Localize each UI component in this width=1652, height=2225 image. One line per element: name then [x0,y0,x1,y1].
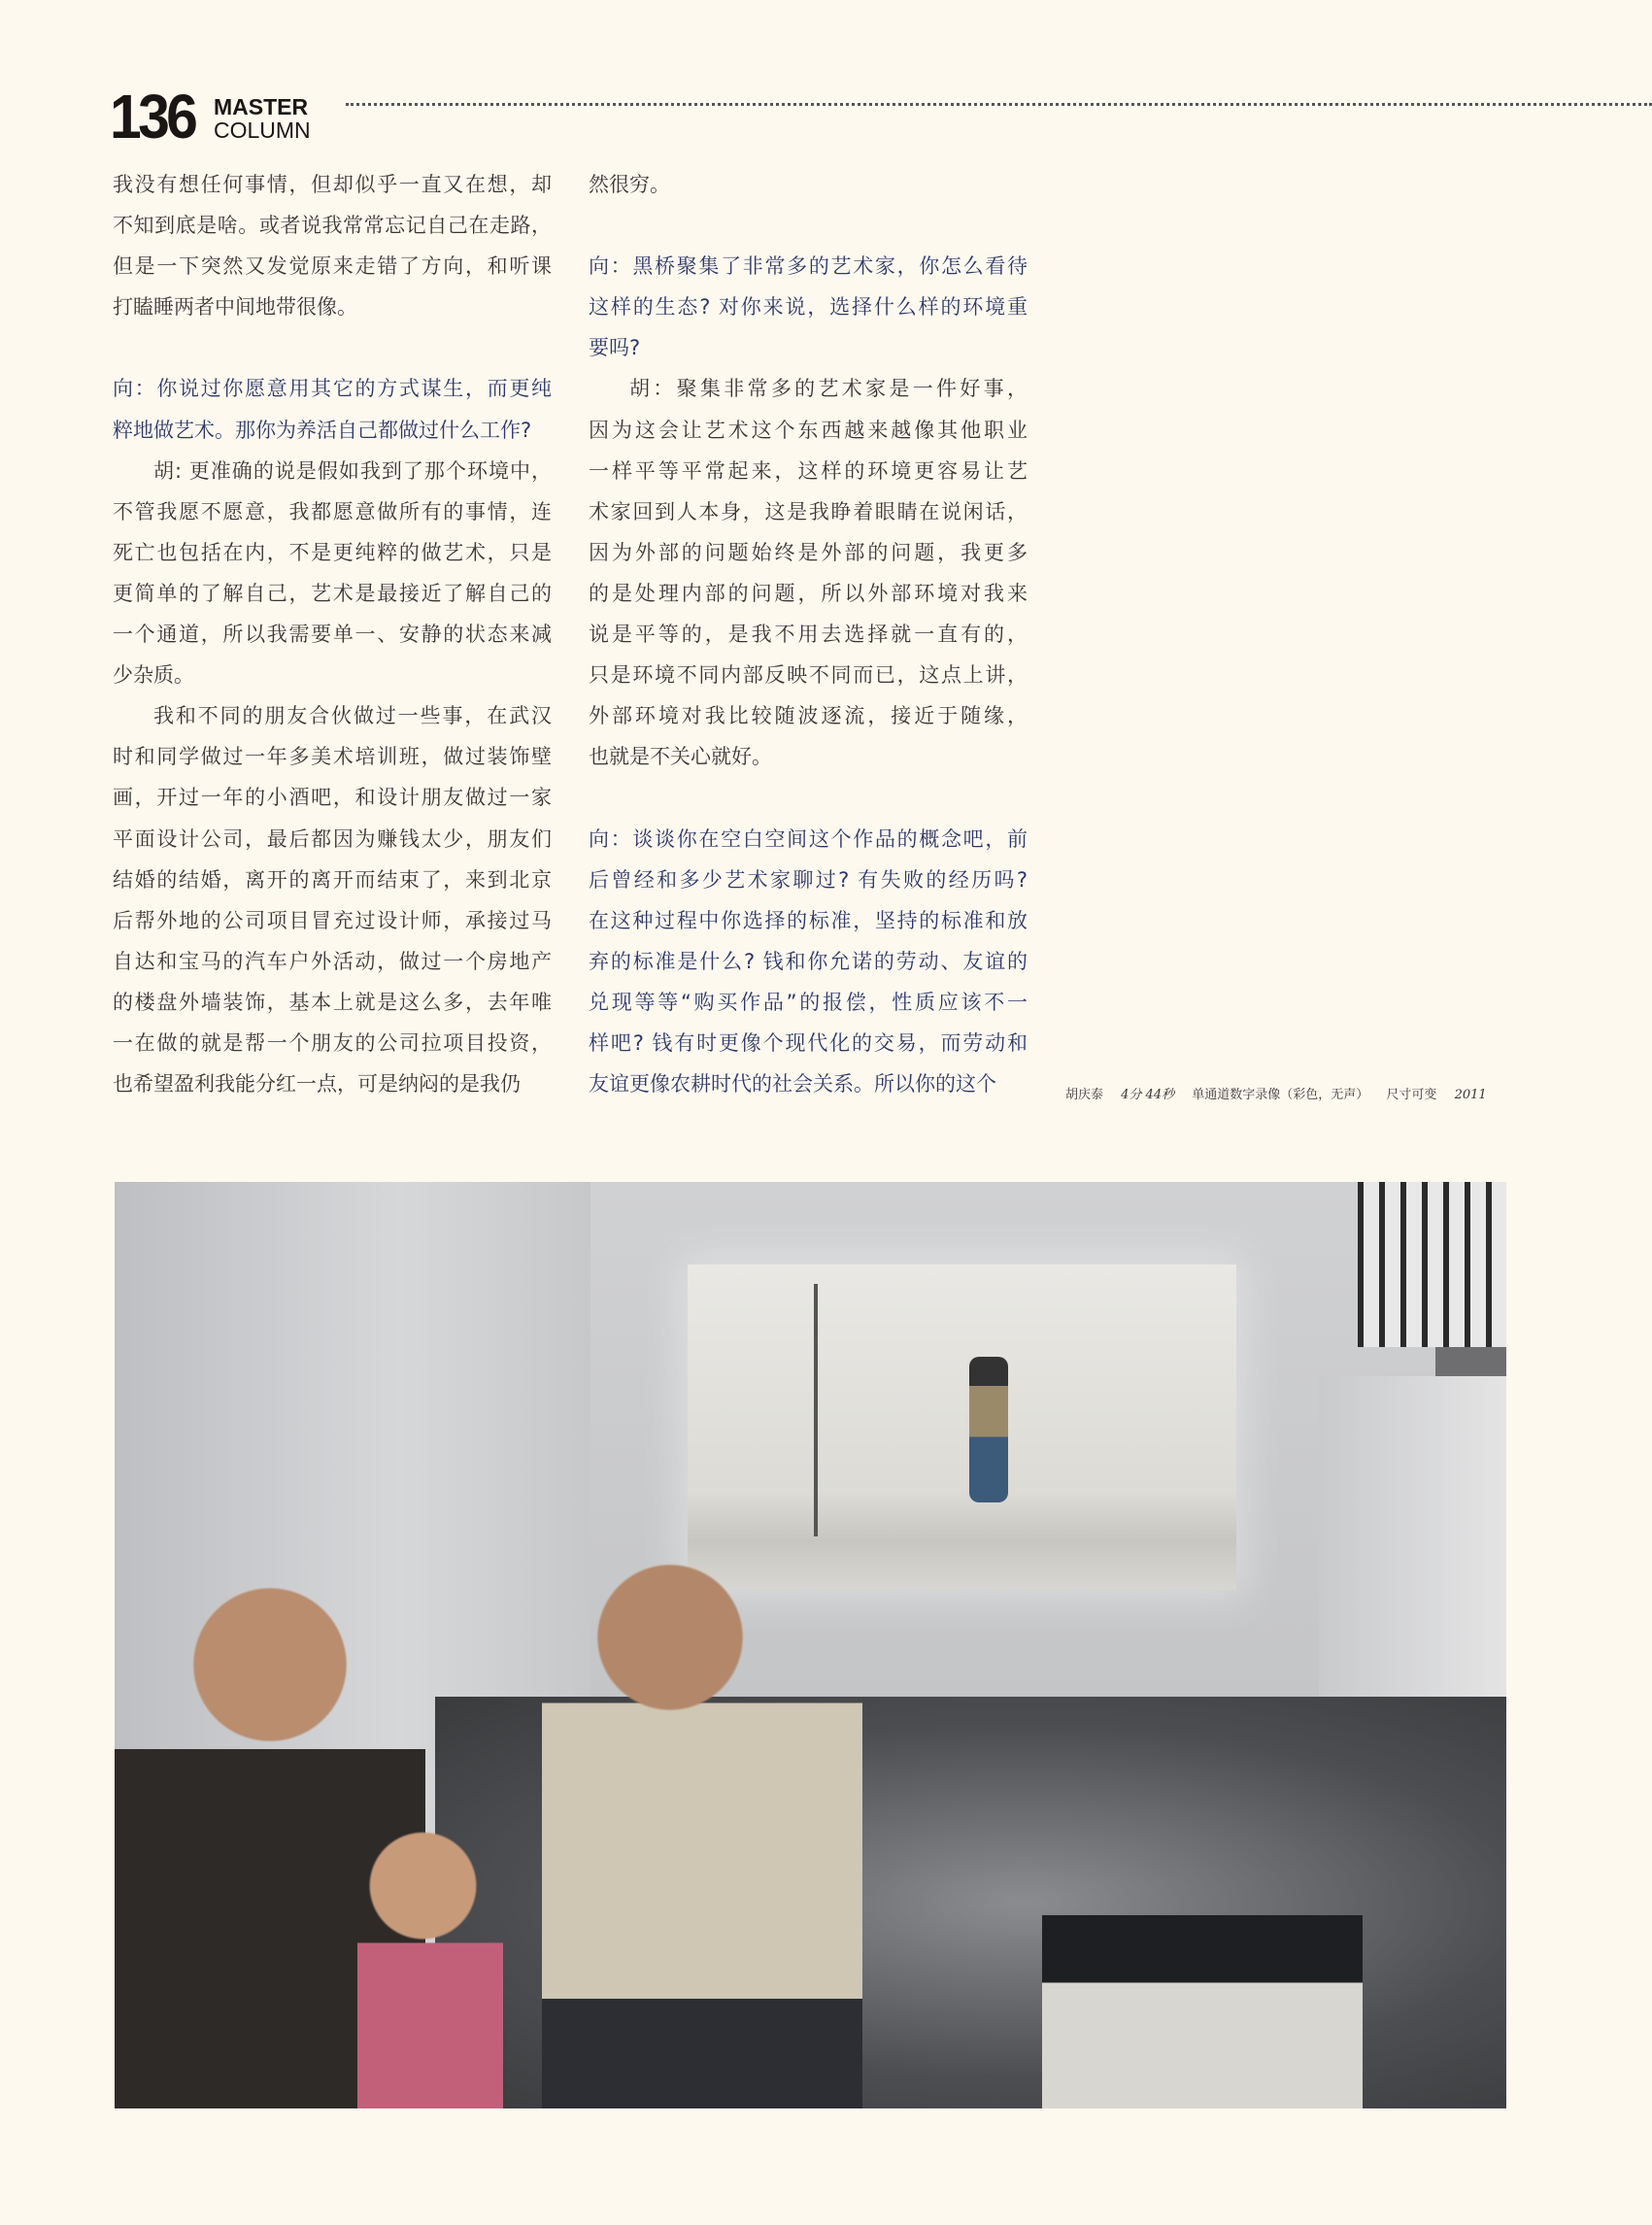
interview-question [589,246,1028,368]
text-line: 也就是不关心就好。 [589,745,772,769]
section-title-line2: COLUMN [214,118,311,143]
caption-duration: 4分 44秒 [1121,1088,1175,1102]
text-line: 粹地做艺术。那你为养活自己都做过什么工作? [113,418,532,442]
header-dotted-rule [346,103,1652,106]
text-line: 胡: 更准确的说是假如我到了那个环境中， [153,458,552,483]
text-column-right [589,164,1028,1104]
projected-tree [814,1284,818,1536]
text-line: 样吧? 钱有时更像个现代化的交易，而劳动和 [589,1030,1028,1055]
interview-answer [113,451,552,696]
caption-year: 2011 [1454,1088,1487,1102]
text-line: 向：黑桥聚集了非常多的艺术家，你怎么看待 [589,254,1028,279]
text-line: 后帮外地的公司项目冒充过设计师，承接过马 [113,908,552,932]
text-line: 因为这会让艺术这个东西越来越像其他职业 [589,418,1028,442]
projection-screen [688,1264,1236,1590]
artwork-caption [1065,1084,1500,1102]
text-line: 打瞌睡两者中间地带很像。 [113,295,357,320]
interview-answer [589,368,1028,777]
text-line: 不知到底是啥。或者说我常常忘记自己在走路， [113,214,552,238]
interview-question [589,819,1028,1105]
text-line: 的楼盘外墙装饰，基本上就是这么多，去年唯 [113,990,552,1014]
text-line: 外部环境对我比较随波逐流，接近于随缘， [589,704,1028,728]
text-line: 自达和宝马的汽车户外活动，做过一个房地产 [113,949,552,973]
text-line: 友谊更像农耕时代的社会关系。所以你的这个 [589,1072,996,1096]
text-line: 向：谈谈你在空白空间这个作品的概念吧，前 [589,826,1028,851]
text-line: 说是平等的，是我不用去选择就一直有的， [589,623,1028,647]
interview-answer [113,164,552,327]
text-line: 在这种过程中你选择的标准，坚持的标准和放 [589,908,1028,932]
text-line: 弃的标准是什么? 钱和你允诺的劳动、友谊的 [589,949,1028,973]
page-number: 136 [110,82,195,152]
interview-question [113,368,552,450]
section-title [214,95,311,142]
text-line: 向：你说过你愿意用其它的方式谋生，而更纯 [113,377,552,401]
text-line: 因为外部的问题始终是外部的问题，我更多 [589,540,1028,564]
text-line: 平面设计公司，最后都因为赚钱太少，朋友们 [113,826,552,851]
text-line: 不管我愿不愿意，我都愿意做所有的事情，连 [113,499,552,523]
interview-answer [589,164,1028,205]
text-line: 一个通道，所以我需要单一、安静的状态来减 [113,623,552,647]
photo-child [357,1823,503,2108]
text-line: 少杂质。 [113,663,194,688]
text-column-left [113,164,552,1104]
photo-window-bars [1358,1182,1506,1347]
text-line: 死亡也包括在内，不是更纯粹的做艺术，只是 [113,540,552,564]
text-line: 但是一下突然又发觉原来走错了方向，和听课 [113,254,552,279]
text-line: 时和同学做过一年多美术培训班，做过装饰壁 [113,745,552,769]
interview-answer [113,695,552,1104]
paragraph-gap [589,777,1028,818]
text-line: 我和不同的朋友合伙做过一些事，在武汉 [153,704,552,728]
text-line: 这样的生态? 对你来说，选择什么样的环境重 [589,295,1028,320]
text-line: 只是环境不同内部反映不同而已，这点上讲， [589,663,1028,688]
text-line: 术家回到人本身，这是我睁着眼睛在说闲话， [589,499,1028,523]
exhibition-photo [115,1182,1506,2108]
text-line: 结婚的结婚，离开的离开而结束了，来到北京 [113,867,552,892]
text-line: 后曾经和多少艺术家聊过? 有失败的经历吗? [589,867,1028,892]
text-line: 也希望盈利我能分红一点，可是纳闷的是我仍 [113,1072,521,1096]
text-line: 胡：聚集非常多的艺术家是一件好事， [629,377,1028,401]
photo-media-player [1042,1915,1363,2108]
text-line: 更简单的了解自己，艺术是最接近了解自己的 [113,581,552,605]
text-line: 的是处理内部的问题，所以外部环境对我来 [589,581,1028,605]
paragraph-gap [589,205,1028,246]
text-line: 兑现等等“购买作品”的报偿，性质应该不一 [589,990,1028,1014]
projected-figure [969,1357,1008,1502]
text-line: 一在做的就是帮一个朋友的公司拉项目投资， [113,1030,552,1055]
text-line: 画，开过一年的小酒吧，和设计朋友做过一家 [113,786,552,810]
text-line: 我没有想任何事情，但却似乎一直又在想，却 [113,173,552,196]
text-line: 然很穷。 [589,173,670,196]
section-title-line1: MASTER [214,94,309,119]
text-line: 一样平等平常起来，这样的环境更容易让艺 [589,458,1028,483]
caption-medium: 单通道数字录像（彩色，无声） [1192,1088,1369,1102]
caption-artist: 胡庆泰 [1065,1088,1104,1102]
photo-person-right [542,1561,862,2108]
paragraph-gap [113,327,552,368]
caption-size: 尺寸可变 [1386,1088,1437,1102]
text-line: 要吗? [589,336,641,360]
